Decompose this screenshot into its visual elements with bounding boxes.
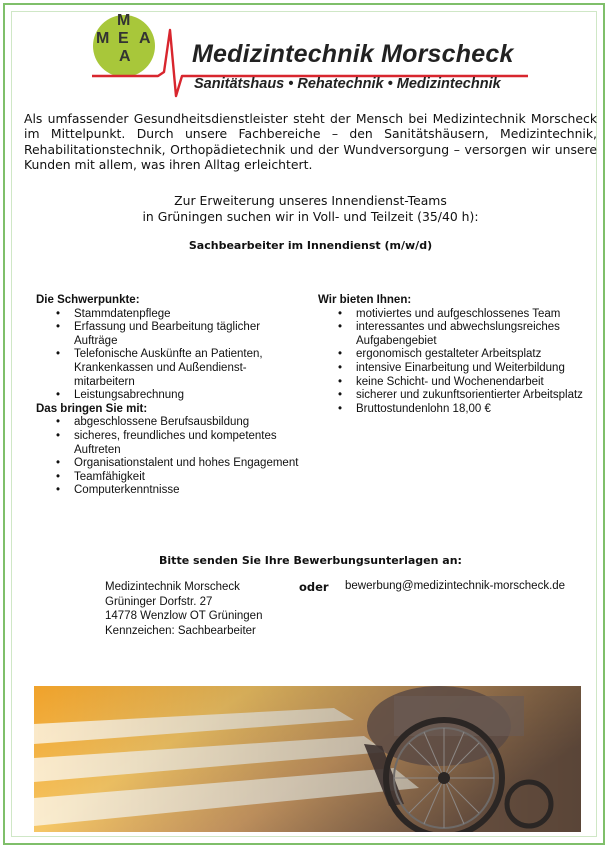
brand-subtitle: Sanitätshaus • Rehatechnik • Medizintechnik xyxy=(194,76,501,92)
wheelchair-photo-graphic xyxy=(34,686,581,832)
address-line: Medizintechnik Morscheck xyxy=(105,581,240,593)
recruit-line: in Grüningen suchen wir in Voll- und Teilzeit (35/40 h): xyxy=(142,209,479,224)
recruit-statement xyxy=(24,193,597,225)
email-link[interactable]: bewerbung@medizintechnik-morscheck.de xyxy=(345,580,566,592)
list-item: • keine Schicht- und Wochenendarbeit xyxy=(318,376,588,390)
list-item: • Erfassung und Bearbeitung täglicher Aufträge xyxy=(36,321,306,348)
address-line: 14778 Wenzlow OT Grüningen xyxy=(105,610,263,623)
address-line: Grüninger Dorfstr. 27 xyxy=(105,595,213,608)
list-item: • sicheres, freundliches und kompetentes Auftreten xyxy=(36,430,306,457)
apply-heading: Bitte senden Sie Ihre Bewerbungsunterlagen an: xyxy=(159,554,462,567)
list-item: • abgeschlossene Berufsausbildung xyxy=(36,416,306,430)
address-line: Kennzeichen: Sachbearbeiter xyxy=(105,624,256,637)
list-item: • Stammdatenpflege xyxy=(36,308,306,322)
list-item: • Bruttostundenlohn 18,00 € xyxy=(318,403,588,417)
logo-letter: A xyxy=(139,30,151,47)
list-item: • Organisationstalent und hohes Engagement xyxy=(36,457,306,471)
logo-letter: M xyxy=(96,30,110,47)
list-item: • interessantes und abwechslungsreiches Aufgabengebiet xyxy=(318,321,588,348)
logo-letter: M xyxy=(117,12,131,29)
position-title: Sachbearbeiter im Innendienst (m/w/d) xyxy=(188,239,433,252)
or-separator: oder xyxy=(299,580,329,594)
company-logo xyxy=(88,10,528,108)
postal-address xyxy=(105,580,262,638)
focus-list xyxy=(36,308,306,403)
requirements-list xyxy=(36,416,306,498)
section-heading: Die Schwerpunkte: xyxy=(36,294,140,306)
list-item: • Leistungsabrechnung xyxy=(36,389,306,403)
recruit-line: Zur Erweiterung unseres Innendienst-Teams xyxy=(174,193,447,208)
brand-title: Medizintechnik Morscheck xyxy=(192,40,514,68)
section-heading: Das bringen Sie mit: xyxy=(36,402,148,415)
section-heading: Wir bieten Ihnen: xyxy=(318,294,412,306)
list-item: • sicherer und zukunftsorientierter Arbeitsplatz xyxy=(318,389,588,403)
intro-paragraph: Als umfassender Gesundheitsdienstleister steht der Mensch bei Medizintechnik Morscheck im Mittelpunkt. Durch unsere Fachbereiche – den Sanitätshäusern, Medizintechnik, Rehabilitationstechnik, Orthopädietechnik und der Wundversorgung – versorgen wir unsere Kunden mit allem, was ihren Alltag erleichtert. xyxy=(24,111,597,173)
right-column xyxy=(318,294,588,416)
list-item: • Computerkenntnisse xyxy=(36,484,306,498)
list-item: • intensive Einarbeitung und Weiterbildung xyxy=(318,362,588,376)
logo-letter: E xyxy=(118,30,129,47)
list-item: • ergonomisch gestalteter Arbeitsplatz xyxy=(318,348,588,362)
list-item: • Teamfähigkeit xyxy=(36,471,306,485)
list-item: • Telefonische Auskünfte an Patienten, Krankenkassen und Außendienst-mitarbeitern xyxy=(36,348,306,389)
wheelchair-photo xyxy=(34,686,581,832)
left-column xyxy=(36,294,306,498)
logo-letter: A xyxy=(119,48,131,65)
benefits-list xyxy=(318,308,588,417)
list-item: • motiviertes und aufgeschlossenes Team xyxy=(318,308,588,322)
